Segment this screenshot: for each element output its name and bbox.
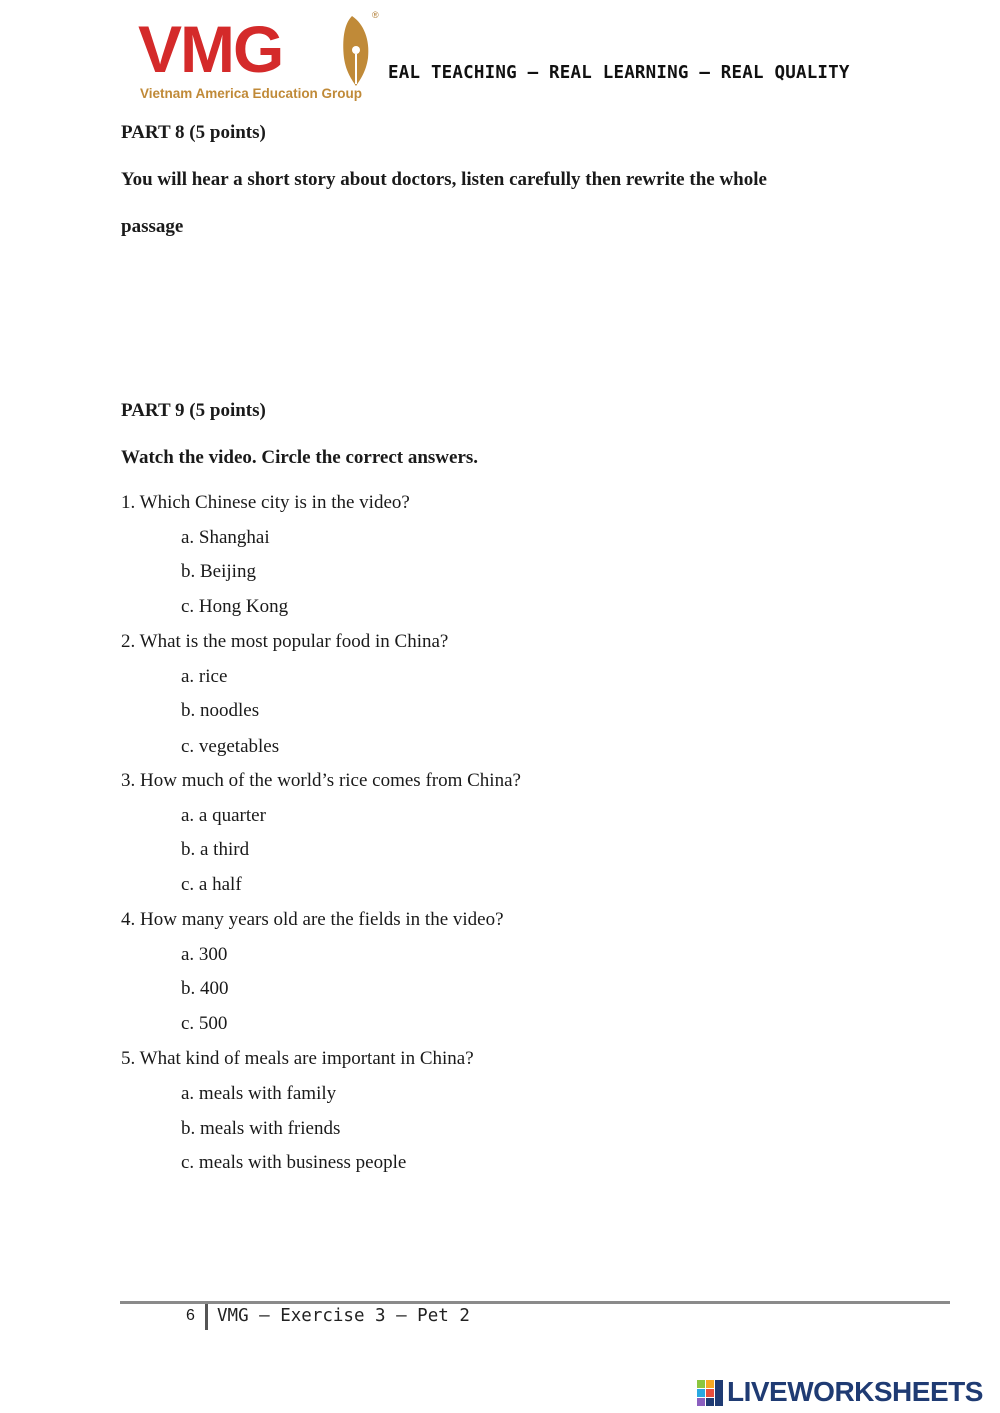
- question-4: 4. How many years old are the fields in the video?: [121, 909, 504, 930]
- q4-option-a[interactable]: a. 300: [181, 944, 228, 965]
- logo-wordmark: VMG: [138, 12, 283, 86]
- q1-option-b[interactable]: b. Beijing: [181, 561, 256, 582]
- question-3: 3. How much of the world’s rice comes from China?: [121, 770, 521, 791]
- q3-option-b[interactable]: b. a third: [181, 839, 250, 860]
- q2-option-c[interactable]: c. vegetables: [181, 736, 280, 757]
- q4-option-c[interactable]: c. 500: [181, 1013, 228, 1034]
- pen-nib-icon: [343, 16, 368, 86]
- footer-divider: [120, 1301, 950, 1304]
- part9-heading: PART 9 (5 points): [121, 400, 266, 421]
- part8-heading: PART 8 (5 points): [121, 122, 266, 143]
- q5-option-b[interactable]: b. meals with friends: [181, 1118, 341, 1139]
- part9-instruction: Watch the video. Circle the correct answers.: [121, 447, 479, 468]
- footer-title: VMG – Exercise 3 – Pet 2: [217, 1306, 470, 1326]
- q1-option-a[interactable]: a. Shanghai: [181, 527, 270, 548]
- q5-option-c[interactable]: c. meals with business people: [181, 1152, 407, 1173]
- question-1: 1. Which Chinese city is in the video?: [121, 492, 410, 513]
- q3-option-c[interactable]: c. a half: [181, 874, 242, 895]
- q1-option-c[interactable]: c. Hong Kong: [181, 596, 289, 617]
- q4-option-b[interactable]: b. 400: [181, 978, 229, 999]
- question-5: 5. What kind of meals are important in China?: [121, 1048, 474, 1069]
- logo-subtitle: Vietnam America Education Group: [140, 86, 363, 101]
- q3-option-a[interactable]: a. a quarter: [181, 805, 266, 826]
- registered-mark: ®: [372, 10, 379, 20]
- q2-option-a[interactable]: a. rice: [181, 666, 228, 687]
- header-slogan: EAL TEACHING – REAL LEARNING – REAL QUALITY: [388, 63, 850, 83]
- question-2: 2. What is the most popular food in China?: [121, 631, 449, 652]
- liveworksheets-watermark: LIVEWORKSHEETS: [727, 1376, 983, 1407]
- footer-separator: [205, 1304, 208, 1330]
- q5-option-a[interactable]: a. meals with family: [181, 1083, 337, 1104]
- part8-instruction-line2: passage: [121, 216, 184, 237]
- q2-option-b[interactable]: b. noodles: [181, 700, 260, 721]
- liveworksheets-logo-icon: [697, 1380, 723, 1406]
- page-number: 6: [186, 1307, 195, 1324]
- part8-instruction-line1: You will hear a short story about doctors, listen carefully then rewrite the whole: [121, 169, 767, 190]
